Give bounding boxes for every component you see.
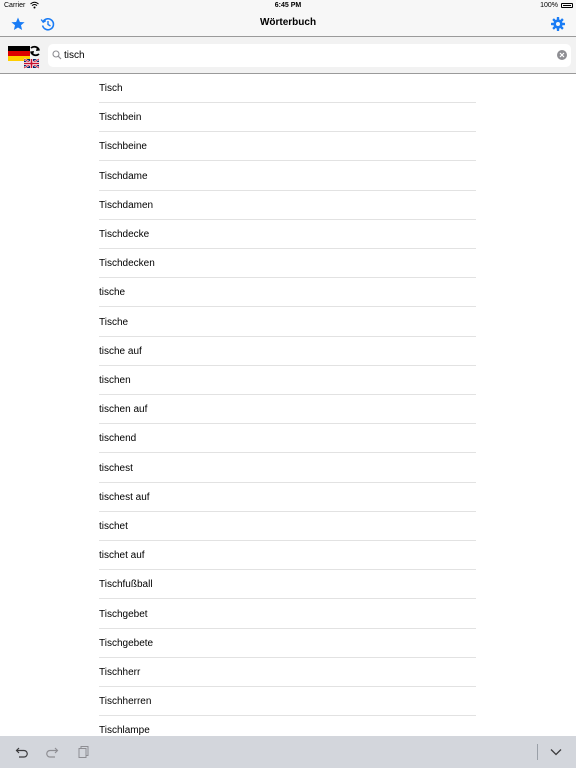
result-label: Tischbeine — [99, 141, 147, 153]
result-label: tischet — [99, 521, 128, 532]
result-label: tischend — [99, 433, 137, 445]
result-row[interactable] — [99, 687, 476, 716]
result-row[interactable] — [99, 103, 476, 132]
search-icon — [52, 50, 62, 60]
redo-icon[interactable] — [45, 745, 59, 759]
status-bar — [0, 0, 576, 12]
result-row[interactable] — [99, 249, 476, 278]
result-label: Tischdecken — [99, 258, 155, 270]
result-row[interactable] — [99, 716, 476, 736]
result-row[interactable] — [99, 512, 476, 541]
search-input[interactable] — [64, 47, 544, 63]
carrier-label: Carrier — [4, 2, 26, 9]
result-row[interactable] — [99, 424, 476, 453]
result-label: Tischdamen — [99, 199, 154, 211]
german-flag-icon — [8, 46, 30, 61]
result-row[interactable] — [99, 600, 476, 629]
page-title: Wörterbuch — [259, 17, 317, 28]
result-row[interactable] — [99, 337, 476, 366]
result-row[interactable] — [99, 454, 476, 483]
result-row[interactable] — [99, 395, 476, 424]
result-row[interactable] — [99, 483, 476, 512]
undo-icon[interactable] — [15, 745, 29, 759]
result-label: Tischherren — [99, 696, 152, 708]
language-switch-button[interactable] — [6, 42, 42, 70]
battery-percent: 100% — [540, 2, 558, 9]
result-label: tischen — [99, 375, 131, 386]
result-label: tische — [99, 287, 126, 299]
toolbar-divider — [537, 744, 538, 760]
result-label: Tischgebete — [99, 637, 154, 649]
clear-icon[interactable] — [557, 50, 567, 60]
result-row[interactable] — [99, 191, 476, 220]
result-row[interactable] — [99, 74, 476, 103]
result-row[interactable] — [99, 366, 476, 395]
result-label: tischen auf — [99, 404, 148, 416]
search-bar — [0, 36, 576, 74]
result-label: tischest auf — [99, 491, 150, 503]
result-row[interactable] — [99, 658, 476, 687]
result-label: Tischlampe — [99, 725, 150, 736]
uk-flag-icon — [24, 59, 39, 68]
clock: 6:45 PM — [274, 2, 302, 9]
result-label: Tischfußball — [99, 579, 153, 591]
result-row[interactable] — [99, 132, 476, 161]
result-row[interactable] — [99, 278, 476, 307]
result-label: tischest — [99, 462, 133, 474]
result-label: Tischdame — [99, 170, 148, 182]
result-label: Tischdecke — [99, 229, 150, 240]
result-label: tischet auf — [99, 550, 145, 562]
result-label: Tischgebet — [99, 608, 148, 620]
result-row[interactable] — [99, 220, 476, 249]
keyboard-shortcut-bar — [0, 736, 576, 768]
navigation-bar — [0, 12, 576, 36]
result-row[interactable] — [99, 308, 476, 337]
result-label: tische auf — [99, 345, 142, 357]
result-row[interactable] — [99, 162, 476, 191]
result-row[interactable] — [99, 629, 476, 658]
paste-icon[interactable] — [77, 745, 91, 759]
result-label: Tischherr — [99, 667, 141, 678]
result-label: Tischbein — [99, 112, 142, 124]
dismiss-keyboard-icon[interactable] — [549, 745, 563, 759]
battery-icon — [561, 3, 573, 8]
results-list — [0, 74, 576, 736]
search-field[interactable] — [48, 44, 571, 67]
result-row[interactable] — [99, 541, 476, 570]
result-label: Tische — [99, 316, 129, 328]
result-label: Tisch — [99, 83, 123, 94]
result-row[interactable] — [99, 570, 476, 599]
gear-icon[interactable] — [550, 16, 566, 32]
